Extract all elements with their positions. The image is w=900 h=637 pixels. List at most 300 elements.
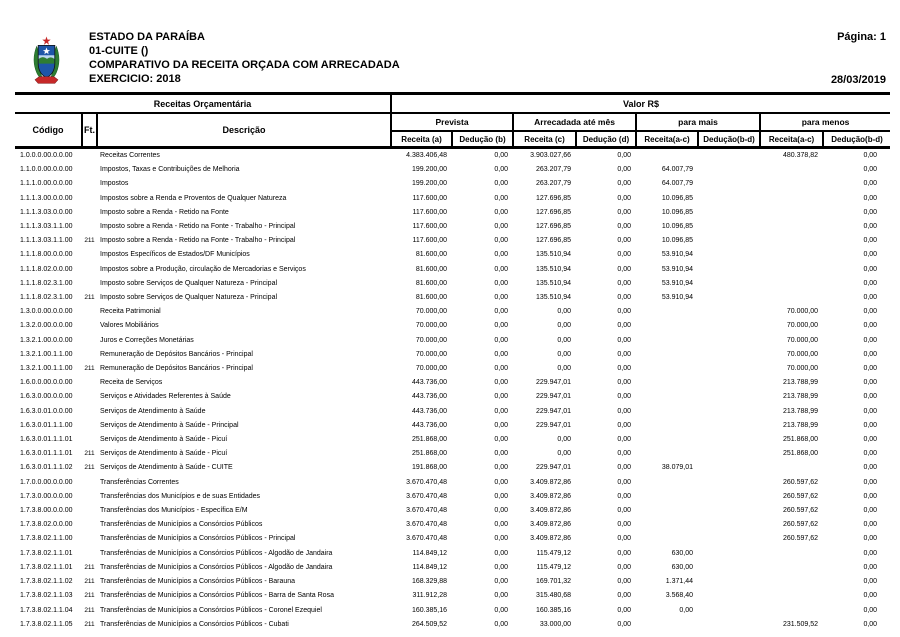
value-cell: 263.207,79	[535, 180, 572, 188]
value-cell	[698, 504, 760, 518]
ft-cell	[82, 206, 97, 220]
value-cell	[698, 604, 760, 618]
ft-cell	[82, 433, 97, 447]
description-cell: Receitas Correntes	[100, 152, 160, 159]
table-row	[15, 334, 890, 348]
value-cell: 0,00	[617, 208, 632, 216]
value-cell: 0,00	[494, 549, 509, 557]
value-cell: 127.696,85	[535, 194, 572, 202]
value-cell: 0,00	[863, 379, 878, 387]
value-cell: 70.000,00	[786, 365, 819, 373]
value-cell: 231.509,52	[782, 620, 819, 628]
value-cell: 0,00	[863, 407, 878, 415]
table-group-header-row	[15, 94, 890, 114]
ft-cell: 211	[84, 606, 95, 614]
table-row	[15, 163, 890, 177]
table-row	[15, 561, 890, 575]
description-cell: Valores Mobiliários	[100, 322, 159, 330]
value-cell: 0,00	[617, 620, 632, 628]
value-cell: 191.868,00	[411, 464, 448, 472]
value-cell: 0,00	[494, 180, 509, 188]
code-cell: 1.1.0.0.00.0.0.00	[20, 166, 73, 174]
value-cell: 0,00	[617, 578, 632, 586]
value-cell: 70.000,00	[415, 322, 448, 330]
value-cell: 0,00	[617, 336, 632, 344]
value-cell: 168.329,88	[411, 578, 448, 586]
value-cell: 0,00	[863, 350, 878, 358]
value-cell: 0,00	[863, 365, 878, 373]
code-cell: 1.1.1.3.00.0.0.00	[20, 194, 73, 202]
value-cell: 3.670.470,48	[406, 478, 448, 486]
description-cell: Transferências de Municípios a Consórcios Públicos - Cubati	[100, 620, 289, 628]
value-cell	[760, 604, 823, 618]
value-cell: 0,00	[863, 265, 878, 273]
code-cell: 1.3.2.1.00.1.1.00	[20, 350, 73, 358]
description-cell: Imposto sobre Serviços de Qualquer Natureza - Principal	[100, 294, 278, 302]
code-cell: 1.6.3.0.01.1.1.00	[20, 421, 73, 429]
table-body	[15, 148, 890, 632]
value-cell: 117.600,00	[412, 237, 448, 245]
table-row	[15, 504, 890, 518]
value-cell	[760, 575, 823, 589]
value-cell: 260.597,62	[782, 478, 819, 486]
value-cell: 70.000,00	[415, 350, 448, 358]
code-cell: 1.1.1.3.03.1.1.00	[20, 223, 73, 231]
value-cell: 443.736,00	[411, 421, 448, 429]
value-cell: 3.670.470,48	[406, 535, 448, 543]
col-header-receita-a: Receita (a)	[391, 131, 452, 148]
value-cell	[698, 405, 760, 419]
value-cell: 135.510,94	[535, 279, 572, 287]
value-cell: 0,00	[617, 279, 632, 287]
value-cell: 64.007,79	[661, 166, 694, 174]
value-cell: 81.600,00	[415, 251, 448, 259]
value-cell: 315.480,68	[535, 592, 572, 600]
table-row	[15, 263, 890, 277]
code-cell: 1.7.3.8.00.0.0.00	[20, 507, 73, 515]
table-row	[15, 532, 890, 546]
value-cell: 0,00	[617, 166, 632, 174]
value-cell: 443.736,00	[411, 393, 448, 401]
code-cell: 1.3.2.1.00.1.1.00	[20, 365, 73, 373]
value-cell: 115.479,12	[536, 549, 572, 557]
value-cell: 0,00	[863, 322, 878, 330]
col-header-receita-c: Receita (c)	[513, 131, 576, 148]
description-cell: Transferências Correntes	[100, 478, 179, 486]
value-cell: 229.947,01	[535, 407, 572, 415]
revenue-comparison-table	[15, 92, 890, 632]
code-cell: 1.7.3.8.02.1.1.05	[20, 620, 73, 628]
value-cell: 135.510,94	[535, 251, 572, 259]
valor-rs-header: Valor R$	[391, 94, 890, 114]
value-cell: 0,00	[494, 223, 509, 231]
value-cell: 0,00	[617, 322, 632, 330]
value-cell: 0,00	[494, 450, 509, 458]
value-cell: 630,00	[671, 549, 694, 557]
value-cell	[698, 433, 760, 447]
value-cell: 0,00	[494, 492, 509, 500]
col-header-mais-deducao: Dedução(b-d)	[698, 131, 760, 148]
code-cell: 1.6.3.0.01.1.1.01	[20, 436, 73, 444]
value-cell: 10.096,85	[661, 194, 694, 202]
value-cell: 0,00	[617, 180, 632, 188]
value-cell: 0,00	[617, 464, 632, 472]
value-cell: 0,00	[617, 450, 632, 458]
code-cell: 1.3.0.0.00.0.0.00	[20, 308, 73, 316]
value-cell	[698, 177, 760, 191]
col-header-menos-deducao: Dedução(b-d)	[823, 131, 890, 148]
value-cell: 0,00	[863, 194, 878, 202]
value-cell	[760, 248, 823, 262]
value-cell: 81.600,00	[415, 279, 448, 287]
value-cell	[698, 390, 760, 404]
value-cell	[698, 148, 760, 164]
description-cell: Transferências de Municípios a Consórcios Públicos - Algodão de Jandaira	[100, 549, 333, 557]
ft-cell	[82, 277, 97, 291]
value-cell: 115.479,12	[536, 563, 572, 571]
value-cell: 0,00	[494, 578, 509, 586]
ft-cell	[82, 248, 97, 262]
description-cell: Receita de Serviços	[100, 379, 163, 387]
code-cell: 1.7.3.8.02.1.1.03	[20, 592, 73, 600]
value-cell: 81.600,00	[415, 265, 448, 273]
value-cell	[636, 532, 698, 546]
value-cell: 0,00	[617, 350, 632, 358]
value-cell	[698, 277, 760, 291]
group-header-arrecadada: Arrecadada até mês	[513, 113, 636, 131]
value-cell	[636, 376, 698, 390]
value-cell: 0,00	[494, 478, 509, 486]
col-header-mais-receita: Receita(a-c)	[636, 131, 698, 148]
value-cell: 0,00	[863, 279, 878, 287]
value-cell	[698, 589, 760, 603]
ft-cell	[82, 405, 97, 419]
value-cell: 0,00	[617, 194, 632, 202]
ft-cell	[82, 490, 97, 504]
ft-cell	[82, 419, 97, 433]
value-cell: 0,00	[617, 421, 632, 429]
value-cell: 3.409.872,86	[530, 521, 572, 529]
table-row	[15, 234, 890, 248]
value-cell: 38.079,01	[661, 464, 694, 472]
ft-cell	[82, 192, 97, 206]
table-row	[15, 319, 890, 333]
description-cell: Imposto sobre a Renda - Retido na Fonte - Trabalho - Principal	[100, 223, 296, 231]
value-cell	[698, 263, 760, 277]
org-name: ESTADO DA PARAÍBA	[89, 31, 205, 43]
value-cell	[760, 291, 823, 305]
ft-cell	[82, 334, 97, 348]
description-cell: Transferências de Municípios a Consórcios Públicos - Barauna	[100, 578, 296, 586]
value-cell: 199.200,00	[411, 180, 448, 188]
value-cell: 3.409.872,86	[530, 492, 572, 500]
value-cell: 0,00	[494, 563, 509, 571]
ft-cell: 211	[84, 592, 95, 600]
value-cell: 3.670.470,48	[406, 507, 448, 515]
value-cell: 630,00	[671, 563, 694, 571]
value-cell: 70.000,00	[786, 322, 819, 330]
col-header-codigo: Código	[15, 113, 82, 148]
value-cell	[636, 305, 698, 319]
value-cell: 117.600,00	[412, 208, 448, 216]
code-cell: 1.1.1.8.00.0.0.00	[20, 251, 73, 259]
table-row	[15, 177, 890, 191]
value-cell: 199.200,00	[411, 166, 448, 174]
table-row	[15, 220, 890, 234]
table-row	[15, 277, 890, 291]
value-cell: 0,00	[494, 365, 509, 373]
value-cell: 0,00	[617, 365, 632, 373]
table-row	[15, 575, 890, 589]
value-cell	[760, 177, 823, 191]
code-cell: 1.6.3.0.00.0.0.00	[20, 393, 73, 401]
table-row	[15, 604, 890, 618]
value-cell: 0,00	[863, 421, 878, 429]
value-cell	[636, 405, 698, 419]
code-cell: 1.7.3.8.02.1.1.02	[20, 578, 73, 586]
description-cell: Juros e Correções Monetárias	[100, 336, 194, 344]
value-cell	[698, 490, 760, 504]
value-cell: 260.597,62	[782, 535, 819, 543]
value-cell: 3.670.470,48	[406, 492, 448, 500]
code-cell: 1.3.2.0.00.0.0.00	[20, 322, 73, 330]
ft-cell	[82, 476, 97, 490]
value-cell	[636, 490, 698, 504]
value-cell: 10.096,85	[661, 223, 694, 231]
value-cell: 70.000,00	[786, 308, 819, 316]
value-cell: 0,00	[617, 507, 632, 515]
value-cell	[760, 589, 823, 603]
value-cell: 229.947,01	[535, 464, 572, 472]
value-cell: 0,00	[557, 308, 572, 316]
value-cell: 160.385,16	[411, 606, 448, 614]
value-cell: 53.910,94	[661, 251, 694, 259]
value-cell: 0,00	[557, 450, 572, 458]
description-cell: Impostos sobre a Renda e Proventos de Qualquer Natureza	[100, 194, 287, 202]
code-cell: 1.7.3.8.02.1.1.01	[20, 563, 73, 571]
value-cell: 127.696,85	[535, 208, 572, 216]
value-cell: 0,00	[557, 436, 572, 444]
value-cell: 0,00	[494, 336, 509, 344]
code-cell: 1.7.3.8.02.1.1.04	[20, 606, 73, 614]
value-cell: 213.788,99	[782, 393, 819, 401]
value-cell: 4.383.406,48	[406, 152, 448, 159]
value-cell	[636, 618, 698, 632]
value-cell	[760, 263, 823, 277]
value-cell	[636, 476, 698, 490]
value-cell: 0,00	[557, 365, 572, 373]
table-row	[15, 405, 890, 419]
value-cell	[698, 319, 760, 333]
value-cell: 117.600,00	[412, 223, 448, 231]
value-cell: 33.000,00	[539, 620, 572, 628]
ft-cell	[82, 547, 97, 561]
value-cell: 0,00	[863, 180, 878, 188]
description-cell: Transferências de Municípios a Consórcios Públicos	[100, 521, 263, 529]
description-cell: Imposto sobre a Renda - Retido na Fonte	[100, 208, 229, 216]
value-cell: 0,00	[617, 492, 632, 500]
value-cell: 0,00	[494, 407, 509, 415]
table-row	[15, 206, 890, 220]
value-cell: 0,00	[863, 606, 878, 614]
exercise-label: EXERCICIO: 2018	[89, 73, 181, 85]
table-row	[15, 305, 890, 319]
description-cell: Receita Patrimonial	[100, 308, 161, 316]
value-cell	[698, 419, 760, 433]
description-cell: Transferências de Municípios a Consórcios Públicos - Algodão de Jandaira	[100, 563, 333, 571]
value-cell	[760, 461, 823, 475]
value-cell: 0,00	[863, 521, 878, 529]
value-cell: 0,00	[494, 606, 509, 614]
value-cell: 0,00	[494, 436, 509, 444]
value-cell: 0,00	[617, 393, 632, 401]
value-cell: 0,00	[617, 549, 632, 557]
value-cell: 0,00	[494, 322, 509, 330]
value-cell	[698, 376, 760, 390]
ft-cell	[82, 518, 97, 532]
table-row	[15, 362, 890, 376]
value-cell	[698, 447, 760, 461]
value-cell: 3.409.872,86	[530, 478, 572, 486]
value-cell: 53.910,94	[661, 294, 694, 302]
code-cell: 1.1.1.8.02.3.1.00	[20, 279, 73, 287]
report-title: COMPARATIVO DA RECEITA ORÇADA COM ARRECADADA	[89, 59, 400, 71]
value-cell: 251.868,00	[411, 436, 448, 444]
value-cell: 10.096,85	[661, 237, 694, 245]
description-cell: Impostos Específicos de Estados/DF Municípios	[100, 251, 250, 259]
value-cell: 3.409.872,86	[530, 507, 572, 515]
value-cell: 0,00	[863, 535, 878, 543]
value-cell	[760, 277, 823, 291]
value-cell: 3.670.470,48	[406, 521, 448, 529]
code-cell: 1.7.3.8.02.1.1.00	[20, 535, 73, 543]
value-cell: 0,00	[494, 393, 509, 401]
value-cell: 0,00	[494, 379, 509, 387]
value-cell: 0,00	[494, 279, 509, 287]
value-cell	[760, 234, 823, 248]
value-cell: 0,00	[863, 223, 878, 231]
description-cell: Impostos, Taxas e Contribuições de Melhoria	[100, 166, 240, 174]
value-cell: 70.000,00	[786, 336, 819, 344]
value-cell: 70.000,00	[415, 336, 448, 344]
code-cell: 1.3.2.1.00.0.0.00	[20, 336, 73, 344]
value-cell: 0,00	[557, 322, 572, 330]
value-cell	[698, 348, 760, 362]
ft-cell	[82, 390, 97, 404]
value-cell	[698, 220, 760, 234]
value-cell: 169.701,32	[535, 578, 572, 586]
value-cell: 213.788,99	[782, 421, 819, 429]
value-cell: 3.409.872,86	[530, 535, 572, 543]
value-cell: 70.000,00	[415, 308, 448, 316]
value-cell	[636, 348, 698, 362]
value-cell: 160.385,16	[535, 606, 572, 614]
ft-cell: 211	[84, 620, 95, 628]
col-header-menos-receita: Receita(a-c)	[760, 131, 823, 148]
value-cell: 0,00	[494, 237, 509, 245]
value-cell: 0,00	[494, 152, 509, 159]
value-cell: 229.947,01	[535, 421, 572, 429]
value-cell: 0,00	[617, 265, 632, 273]
value-cell: 10.096,85	[661, 208, 694, 216]
value-cell: 0,00	[617, 521, 632, 529]
col-header-deducao-d: Dedução (d)	[576, 131, 636, 148]
value-cell	[636, 334, 698, 348]
table-row	[15, 547, 890, 561]
value-cell	[698, 291, 760, 305]
table-row	[15, 490, 890, 504]
code-cell: 1.1.1.8.02.0.0.00	[20, 265, 73, 273]
value-cell	[760, 192, 823, 206]
description-cell: Serviços de Atendimento à Saúde - Picuí	[100, 436, 228, 444]
description-cell: Imposto sobre a Renda - Retido na Fonte - Trabalho - Principal	[100, 237, 296, 245]
code-cell: 1.0.0.0.00.0.0.00	[20, 152, 73, 159]
code-cell: 1.1.1.3.03.0.0.00	[20, 208, 73, 216]
table-row	[15, 618, 890, 632]
value-cell: 1.371,44	[665, 578, 694, 586]
value-cell: 0,00	[863, 464, 878, 472]
description-cell: Remuneração de Depósitos Bancários - Principal	[100, 350, 253, 358]
value-cell: 0,00	[617, 436, 632, 444]
ft-cell	[82, 319, 97, 333]
ft-cell	[82, 148, 97, 164]
code-cell: 1.7.3.8.02.1.1.01	[20, 549, 73, 557]
value-cell	[698, 305, 760, 319]
table-mid-header-row	[15, 113, 890, 131]
value-cell: 70.000,00	[415, 365, 448, 373]
description-cell: Transferências de Municípios a Consórcios Públicos - Coronel Ezequiel	[100, 606, 322, 614]
table-row	[15, 419, 890, 433]
description-cell: Imposto sobre Serviços de Qualquer Natureza - Principal	[100, 279, 278, 287]
description-cell: Transferências dos Municípios - Específica E/M	[100, 507, 248, 515]
value-cell: 0,00	[863, 208, 878, 216]
code-cell: 1.1.1.8.02.3.1.00	[20, 294, 73, 302]
code-cell: 1.6.3.0.01.1.1.01	[20, 450, 73, 458]
value-cell: 0,00	[863, 507, 878, 515]
code-cell: 1.7.3.8.02.0.0.00	[20, 521, 73, 529]
value-cell	[760, 561, 823, 575]
description-cell: Serviços de Atendimento à Saúde	[100, 407, 206, 415]
value-cell	[698, 561, 760, 575]
receitas-orcamentaria-header: Receitas Orçamentária	[15, 94, 391, 114]
value-cell: 3.568,40	[665, 592, 694, 600]
table-row	[15, 433, 890, 447]
ft-cell: 211	[84, 563, 95, 571]
description-cell: Serviços de Atendimento à Saúde - Principal	[100, 421, 239, 429]
value-cell: 0,00	[617, 407, 632, 415]
value-cell: 213.788,99	[782, 407, 819, 415]
value-cell	[698, 334, 760, 348]
value-cell: 0,00	[617, 308, 632, 316]
value-cell: 251.868,00	[411, 450, 448, 458]
code-cell: 1.6.0.0.00.0.0.00	[20, 379, 73, 387]
value-cell: 0,00	[617, 563, 632, 571]
ft-cell	[82, 348, 97, 362]
value-cell: 229.947,01	[535, 379, 572, 387]
value-cell: 0,00	[494, 251, 509, 259]
ft-cell: 211	[84, 578, 95, 586]
ft-cell	[82, 163, 97, 177]
description-cell: Serviços de Atendimento à Saúde - Picuí	[100, 450, 228, 458]
value-cell: 0,00	[863, 436, 878, 444]
col-header-ft: Ft.	[82, 113, 97, 148]
value-cell	[760, 163, 823, 177]
code-cell: 1.6.3.0.01.0.0.00	[20, 407, 73, 415]
value-cell	[698, 192, 760, 206]
value-cell: 0,00	[617, 379, 632, 387]
group-header-para-menos: para menos	[760, 113, 890, 131]
table-row	[15, 248, 890, 262]
